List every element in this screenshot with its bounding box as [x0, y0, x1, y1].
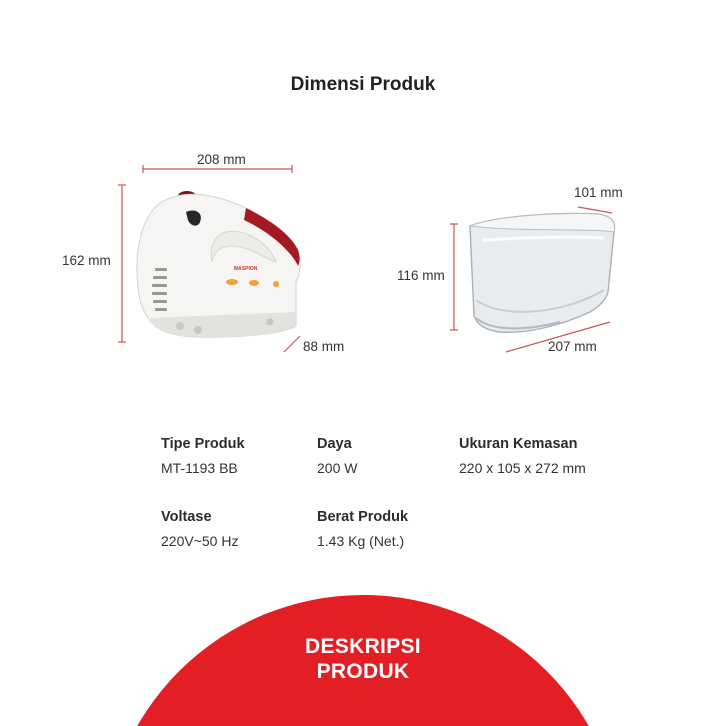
banner-line-2: PRODUK — [316, 660, 410, 683]
bowl-width-label: 207 mm — [548, 339, 597, 354]
spec-value: MT-1193 BB — [161, 460, 238, 476]
spec-value: 220 x 105 x 272 mm — [459, 460, 586, 476]
mixer-height-label: 162 mm — [62, 253, 111, 268]
spec-ukuran-kemasan — [459, 436, 586, 476]
spec-label: Voltase — [161, 509, 212, 525]
mixer-depth-label: 88 mm — [303, 339, 345, 354]
spec-value: 220V~50 Hz — [161, 533, 239, 549]
spec-label: Ukuran Kemasan — [459, 436, 578, 452]
spec-label: Tipe Produk — [161, 436, 245, 452]
spec-label: Berat Produk — [317, 509, 409, 525]
deskripsi-produk-banner[interactable] — [0, 634, 726, 684]
spec-tipe-produk — [161, 436, 245, 476]
bowl-image — [470, 214, 614, 333]
page-title: Dimensi Produk — [290, 74, 436, 95]
spec-berat-produk — [317, 509, 408, 549]
spec-label: Daya — [317, 436, 352, 452]
svg-text:MASPION: MASPION — [234, 266, 258, 272]
spec-daya — [317, 436, 357, 476]
mixer-image — [137, 191, 300, 337]
spec-value: 1.43 Kg (Net.) — [317, 533, 405, 549]
bowl-height-label: 116 mm — [397, 268, 445, 283]
spec-value: 200 W — [317, 460, 358, 476]
spec-voltase — [161, 509, 238, 549]
mixer-width-label: 208 mm — [197, 152, 246, 167]
banner-line-1: DESKRIPSI — [305, 635, 421, 658]
bowl-depth-label: 101 mm — [574, 185, 623, 200]
